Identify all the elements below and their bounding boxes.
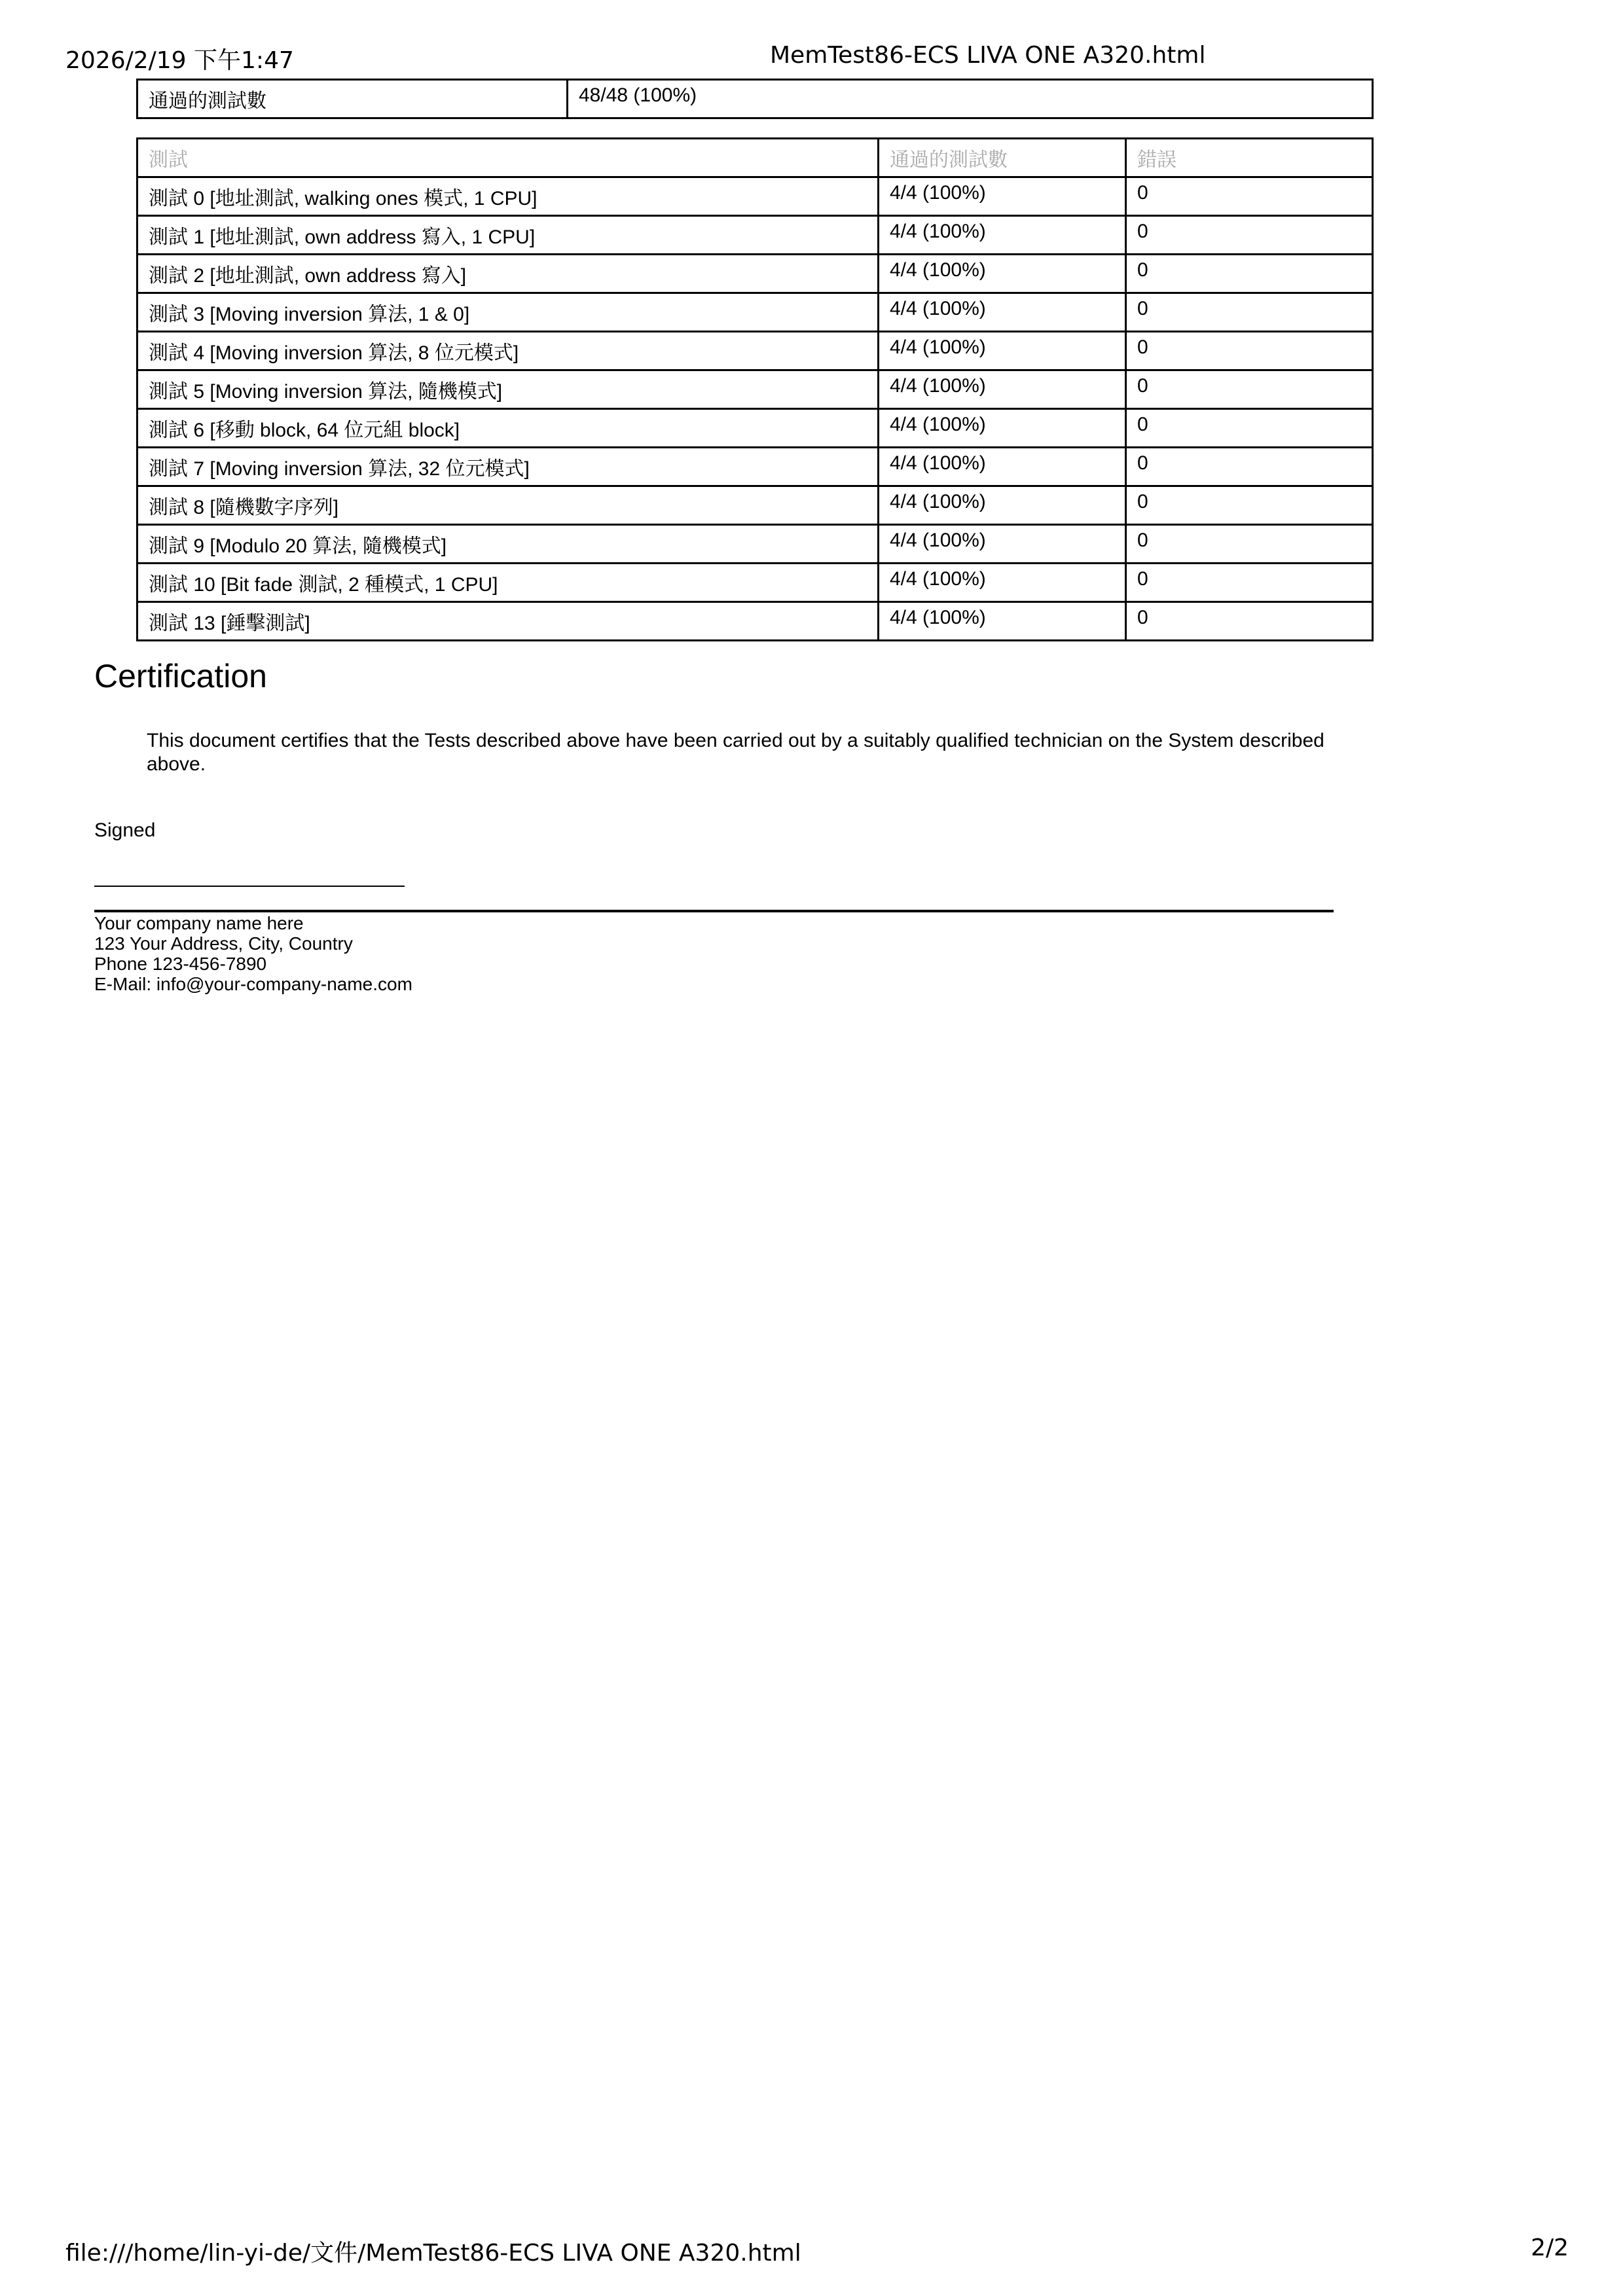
print-footer (0, 2234, 1623, 2267)
results-body (137, 177, 1373, 641)
cell-test: 測試 6 [移動 block, 64 位元組 block] (137, 409, 879, 448)
cell-errors: 0 (1126, 564, 1373, 602)
cell-test: 測試 5 [Moving inversion 算法, 隨機模式] (137, 370, 879, 409)
cell-errors: 0 (1126, 370, 1373, 409)
cell-errors: 0 (1126, 409, 1373, 448)
table-row (137, 332, 1373, 370)
cell-test: 測試 13 [錘擊測試] (137, 602, 879, 641)
cell-errors: 0 (1126, 332, 1373, 370)
print-url: file:///home/lin-yi-de/文件/MemTest86-ECS LIVA ONE A320.html (65, 2240, 801, 2267)
signed-label: Signed (94, 819, 156, 841)
cell-passed: 4/4 (100%) (879, 255, 1126, 293)
table-row (137, 602, 1373, 641)
summary-label: 通過的測試數 (137, 80, 568, 118)
cell-passed: 4/4 (100%) (879, 332, 1126, 370)
table-row (137, 409, 1373, 448)
cell-passed: 4/4 (100%) (879, 448, 1126, 486)
cell-passed: 4/4 (100%) (879, 409, 1126, 448)
cell-passed: 4/4 (100%) (879, 525, 1126, 564)
cell-errors: 0 (1126, 293, 1373, 332)
cell-test: 測試 2 [地址測試, own address 寫入] (137, 255, 879, 293)
column-header-errors: 錯誤 (1126, 139, 1373, 177)
cell-test: 測試 9 [Modulo 20 算法, 隨機模式] (137, 525, 879, 564)
summary-value: 48/48 (100%) (568, 80, 1373, 118)
table-row (137, 525, 1373, 564)
signature-line (94, 886, 405, 887)
company-phone: Phone 123-456-7890 (94, 954, 267, 974)
cell-passed: 4/4 (100%) (879, 293, 1126, 332)
cell-test: 測試 7 [Moving inversion 算法, 32 位元模式] (137, 448, 879, 486)
cell-errors: 0 (1126, 448, 1373, 486)
cell-passed: 4/4 (100%) (879, 216, 1126, 255)
cell-test: 測試 3 [Moving inversion 算法, 1 & 0] (137, 293, 879, 332)
table-row (137, 216, 1373, 255)
cell-errors: 0 (1126, 177, 1373, 216)
results-table (136, 137, 1374, 641)
cell-passed: 4/4 (100%) (879, 486, 1126, 525)
table-row (137, 564, 1373, 602)
summary-table (136, 79, 1374, 119)
cell-test: 測試 0 [地址測試, walking ones 模式, 1 CPU] (137, 177, 879, 216)
company-info (94, 913, 412, 994)
column-header-test: 測試 (137, 139, 879, 177)
table-row (137, 255, 1373, 293)
company-name: Your company name here (94, 913, 304, 933)
table-row (137, 293, 1373, 332)
table-row (137, 448, 1373, 486)
cell-errors: 0 (1126, 602, 1373, 641)
cell-test: 測試 8 [隨機數字序列] (137, 486, 879, 525)
table-row (137, 370, 1373, 409)
summary-row (137, 80, 1373, 118)
cell-test: 測試 4 [Moving inversion 算法, 8 位元模式] (137, 332, 879, 370)
print-document-title: MemTest86-ECS LIVA ONE A320.html (770, 42, 1206, 69)
cell-errors: 0 (1126, 255, 1373, 293)
table-row (137, 486, 1373, 525)
cell-test: 測試 10 [Bit fade 測試, 2 種模式, 1 CPU] (137, 564, 879, 602)
cell-errors: 0 (1126, 486, 1373, 525)
page-number: 2/2 (1531, 2234, 1569, 2261)
print-header (0, 42, 1623, 75)
company-address: 123 Your Address, City, Country (94, 933, 353, 954)
certification-text: This document certifies that the Tests described above have been carried out by a suitably qualified technician on the System described above. (147, 730, 1324, 775)
cell-passed: 4/4 (100%) (879, 602, 1126, 641)
column-header-passed: 通過的測試數 (879, 139, 1126, 177)
certification-heading: Certification (94, 658, 267, 694)
footer-divider (94, 910, 1334, 912)
cell-errors: 0 (1126, 525, 1373, 564)
cell-errors: 0 (1126, 216, 1373, 255)
company-email: E-Mail: info@your-company-name.com (94, 974, 412, 994)
results-header-row (137, 139, 1373, 177)
cell-passed: 4/4 (100%) (879, 370, 1126, 409)
table-row (137, 177, 1373, 216)
cell-passed: 4/4 (100%) (879, 564, 1126, 602)
cell-test: 測試 1 [地址測試, own address 寫入, 1 CPU] (137, 216, 879, 255)
print-datetime: 2026/2/19 下午1:47 (65, 47, 294, 74)
cell-passed: 4/4 (100%) (879, 177, 1126, 216)
